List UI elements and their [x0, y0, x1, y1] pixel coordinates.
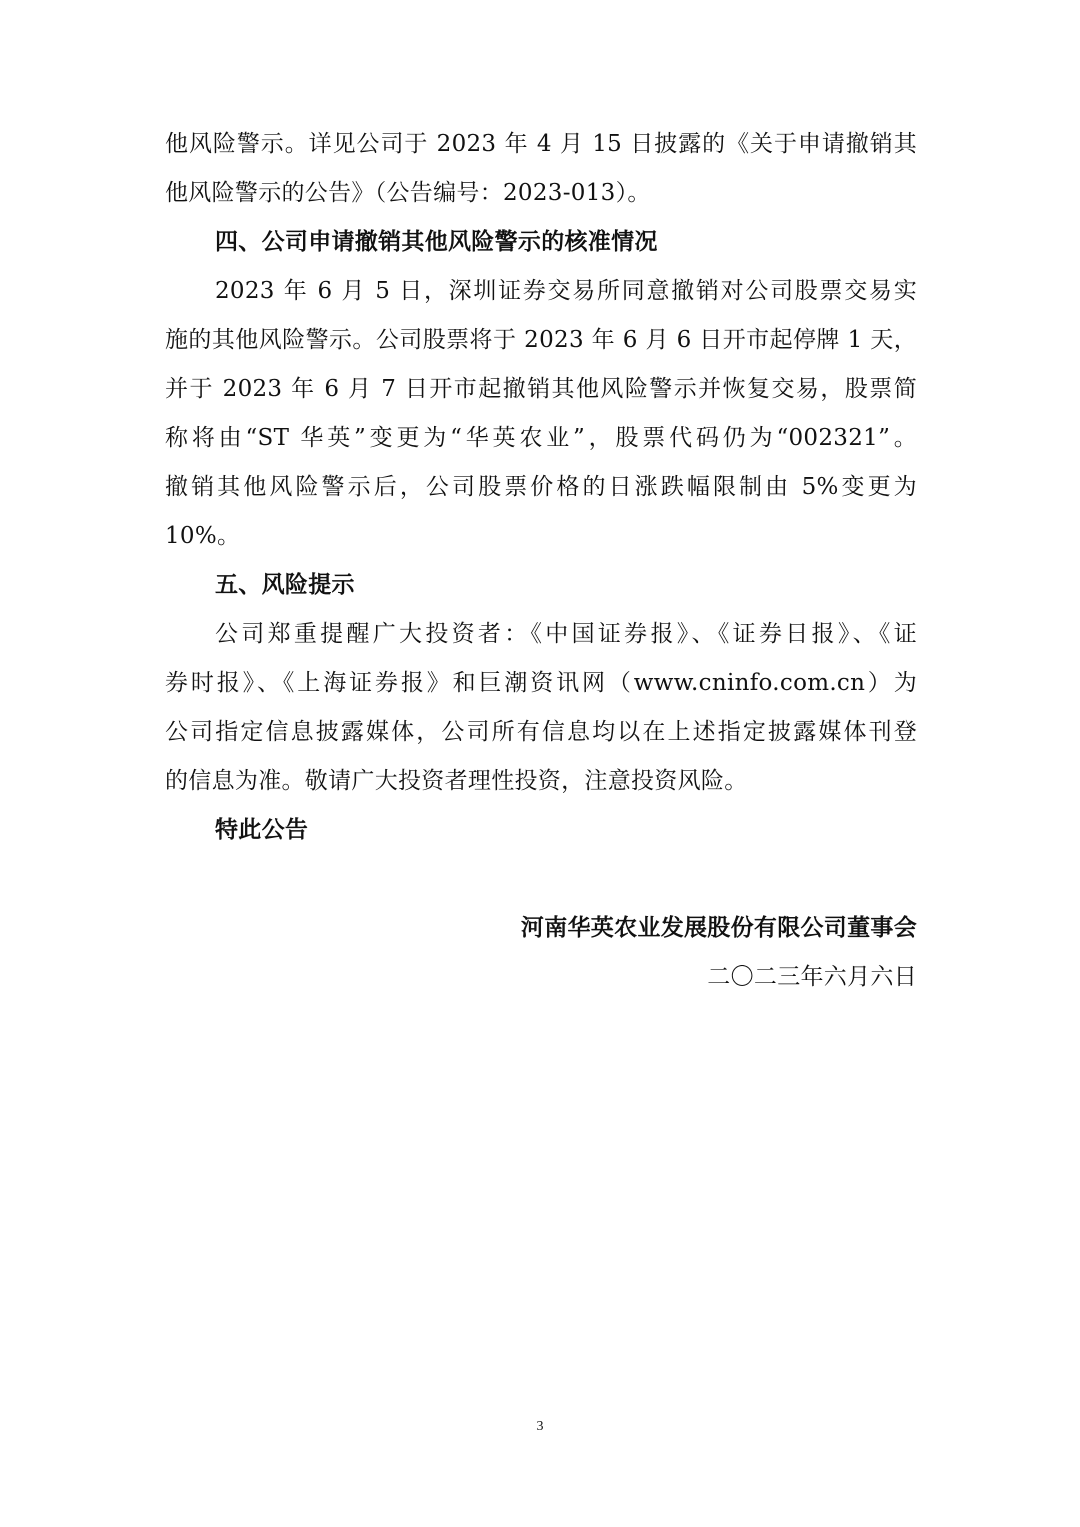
signature-date: 二〇二三年六月六日	[707, 964, 917, 990]
paragraph-line: 公司指定信息披露媒体，公司所有信息均以在上述指定披露媒体刊登	[165, 719, 917, 745]
closing-statement: 特此公告	[215, 817, 309, 843]
paragraph-line: 的信息为准。敬请广大投资者理性投资，注意投资风险。	[165, 768, 748, 794]
paragraph-line: 他风险警示的公告》（公告编号：2023-013）。	[165, 180, 651, 206]
spacer	[165, 855, 917, 904]
section-heading-5: 五、风险提示	[215, 572, 355, 598]
paragraph-line: 并于 2023 年 6 月 7 日开市起撤销其他风险警示并恢复交易，股票简	[165, 376, 917, 402]
paragraph-line: 券时报》、《上海证券报》和巨潮资讯网（www.cninfo.com.cn）为	[165, 670, 917, 696]
paragraph-line: 称将由“ST 华英”变更为“华英农业”，股票代码仍为“002321”。	[165, 425, 917, 451]
paragraph-line: 撤销其他风险警示后，公司股票价格的日涨跌幅限制由 5%变更为	[165, 474, 917, 500]
paragraph-line: 施的其他风险警示。公司股票将于 2023 年 6 月 6 日开市起停牌 1 天，	[165, 327, 917, 353]
paragraph-line: 10%。	[165, 523, 241, 549]
document-body	[165, 120, 917, 1002]
paragraph-line: 2023 年 6 月 5 日，深圳证券交易所同意撤销对公司股票交易实	[215, 278, 917, 304]
paragraph-line: 公司郑重提醒广大投资者：《中国证券报》、《证券日报》、《证	[215, 621, 917, 647]
paragraph-line: 他风险警示。详见公司于 2023 年 4 月 15 日披露的《关于申请撤销其	[165, 131, 917, 157]
section-heading-4: 四、公司申请撤销其他风险警示的核准情况	[215, 229, 658, 255]
page-number: 3	[536, 1419, 544, 1434]
signature-company: 河南华英农业发展股份有限公司董事会	[520, 915, 917, 941]
